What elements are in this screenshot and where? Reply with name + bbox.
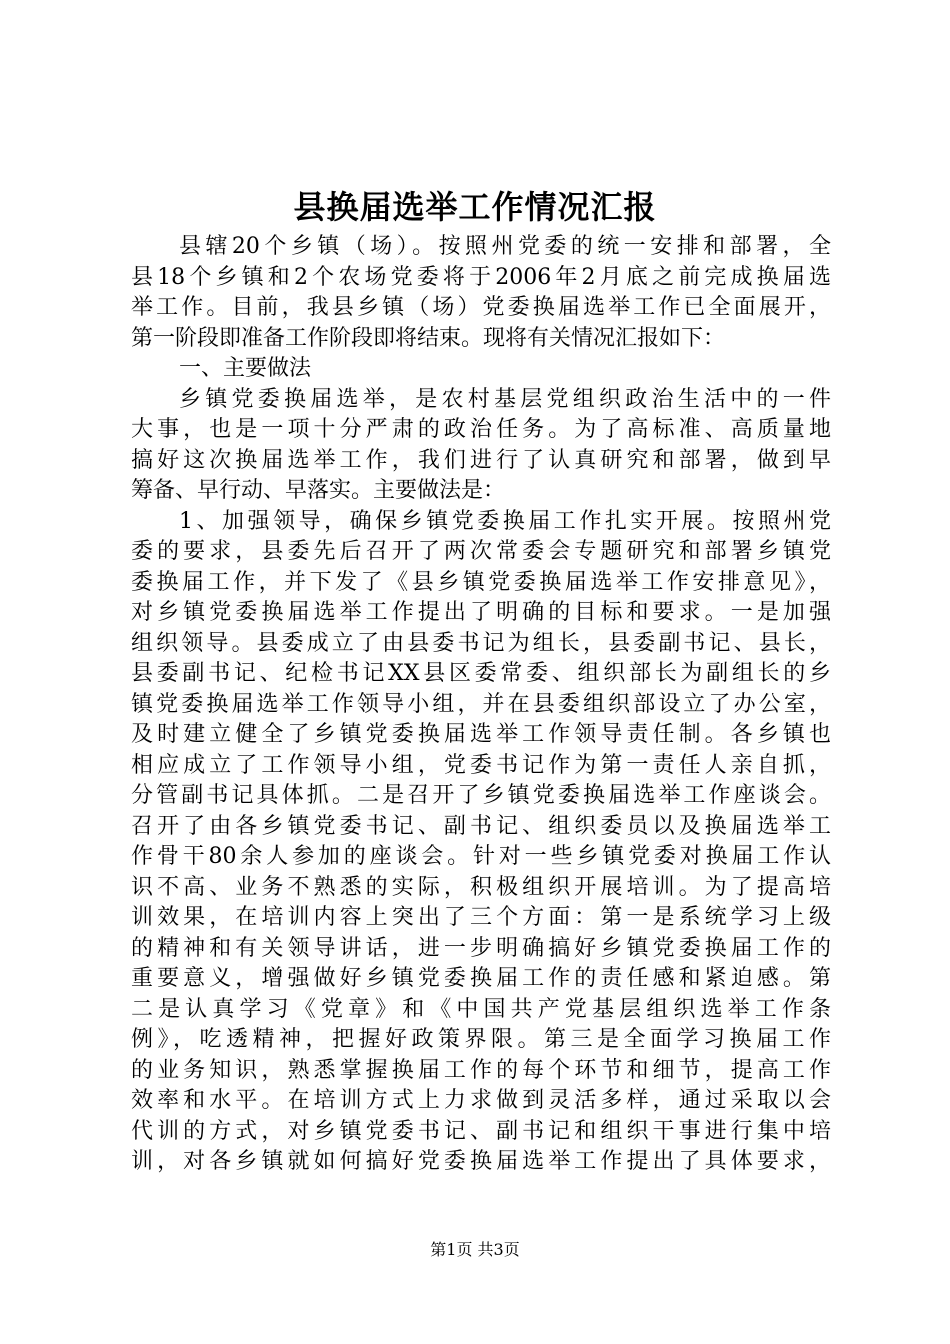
body-line: 对乡镇党委换届选举工作提出了明确的目标和要求。一是加强 xyxy=(131,600,831,625)
body-line: 委的要求，县委先后召开了两次常委会专题研究和部署乡镇党 xyxy=(131,539,831,564)
body-line: 二是认真学习《党章》和《中国共产党基层组织选举工作条 xyxy=(131,996,831,1022)
body-line: 代训的方式，对乡镇党委书记、副书记和组织干事进行集中培 xyxy=(131,1118,831,1144)
body-line: 大事，也是一项十分严肃的政治任务。为了高标准、高质量地 xyxy=(131,417,831,442)
body-line: 及时建立健全了乡镇党委换届选举工作领导责任制。各乡镇也 xyxy=(131,722,831,747)
body-line: 作骨干80余人参加的座谈会。针对一些乡镇党委对换届工作认 xyxy=(131,844,831,869)
body-line: 训，对各乡镇就如何搞好党委换届选举工作提出了具体要求， xyxy=(131,1149,831,1174)
body-line: 相应成立了工作领导小组，党委书记作为第一责任人亲自抓， xyxy=(131,752,831,778)
body-line: 县委副书记、纪检书记XX县区委常委、组织部长为副组长的乡 xyxy=(131,661,831,686)
body-line: 县18个乡镇和2个农场党委将于2006年2月底之前完成换届选 xyxy=(131,264,831,290)
body-line: 乡镇党委换届选举，是农村基层党组织政治生活中的一件 xyxy=(179,386,831,412)
document-body xyxy=(131,232,831,1178)
body-line: 效率和水平。在培训方式上力求做到灵活多样，通过采取以会 xyxy=(131,1088,831,1113)
body-line: 的精神和有关领导讲话，进一步明确搞好乡镇党委换届工作的 xyxy=(131,935,831,961)
body-line: 召开了由各乡镇党委书记、副书记、组织委员以及换届选举工 xyxy=(131,813,831,839)
body-line: 分管副书记具体抓。二是召开了乡镇党委换届选举工作座谈会。 xyxy=(131,783,831,808)
body-line: 第一阶段即准备工作阶段即将结束。现将有关情况汇报如下： xyxy=(131,325,726,351)
body-line: 筹备、早行动、早落实。主要做法是： xyxy=(131,478,506,503)
page-footer: 第1页 共3页 xyxy=(430,1240,520,1259)
body-line: 一、主要做法 xyxy=(179,356,312,381)
body-line: 搞好这次换届选举工作，我们进行了认真研究和部署，做到早 xyxy=(131,447,831,473)
body-line: 训效果，在培训内容上突出了三个方面：第一是系统学习上级 xyxy=(131,905,831,930)
body-line: 重要意义，增强做好乡镇党委换届工作的责任感和紧迫感。第 xyxy=(131,966,831,991)
body-line: 县辖20个乡镇（场）。按照州党委的统一安排和部署，全 xyxy=(179,234,831,259)
body-line: 例》，吃透精神，把握好政策界限。第三是全面学习换届工作 xyxy=(131,1027,831,1052)
document-title: 县换届选举工作情况汇报 xyxy=(293,188,657,226)
body-line: 组织领导。县委成立了由县委书记为组长，县委副书记、县长， xyxy=(131,630,831,656)
body-line: 镇党委换届选举工作领导小组，并在县委组织部设立了办公室， xyxy=(131,691,831,717)
body-line: 委换届工作，并下发了《县乡镇党委换届选举工作安排意见》， xyxy=(131,569,831,595)
body-line: 识不高、业务不熟悉的实际，积极组织开展培训。为了提高培 xyxy=(131,874,831,900)
body-line: 举工作。目前，我县乡镇（场）党委换届选举工作已全面展开， xyxy=(131,295,831,320)
body-line: 1、加强领导，确保乡镇党委换届工作扎实开展。按照州党 xyxy=(179,508,831,534)
body-line: 的业务知识，熟悉掌握换届工作的每个环节和细节，提高工作 xyxy=(131,1057,831,1083)
